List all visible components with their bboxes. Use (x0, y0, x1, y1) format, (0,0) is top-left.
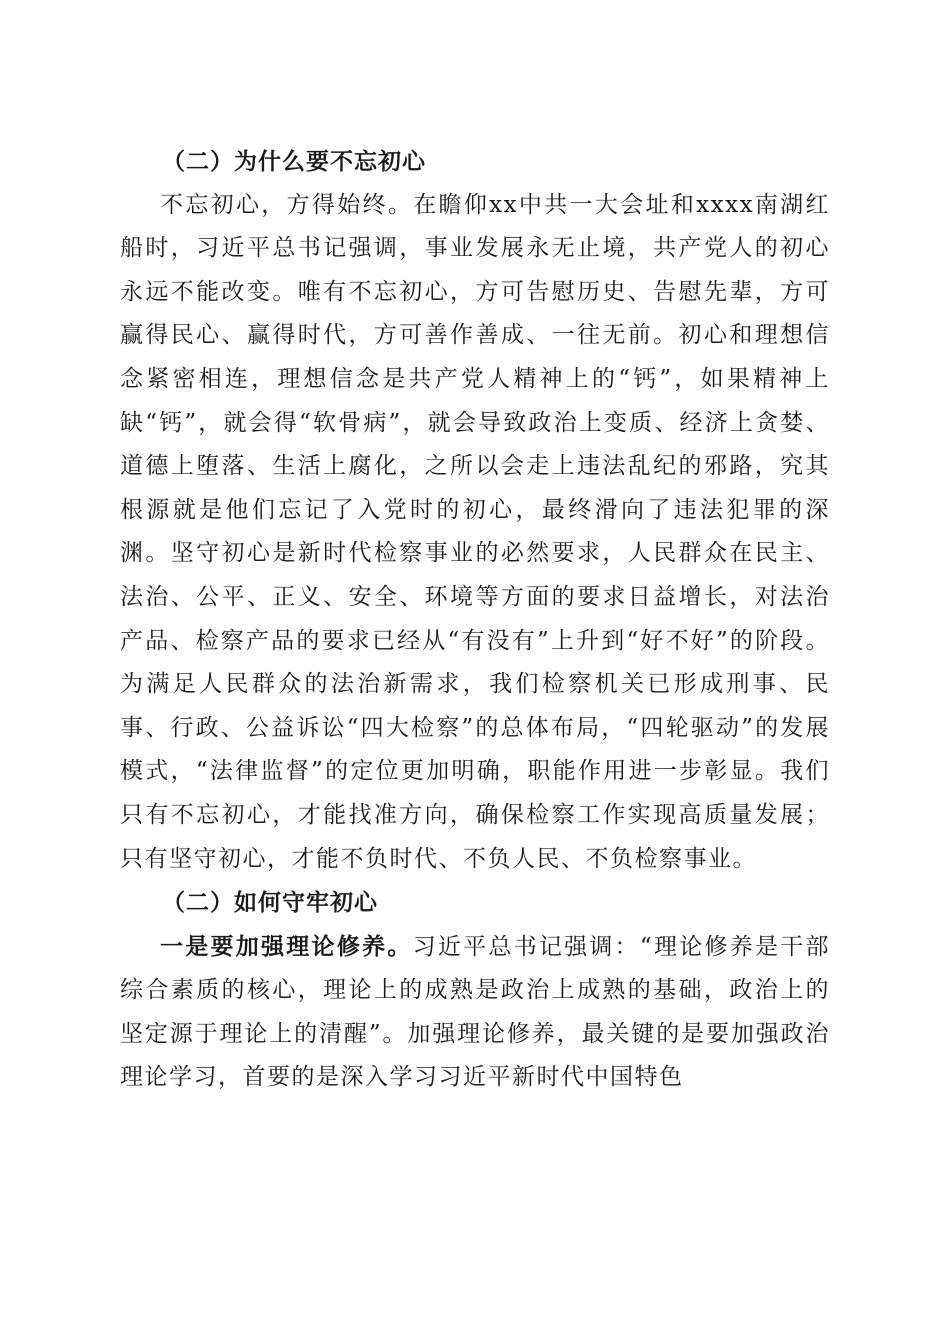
section-heading-why: （二）为什么要不忘初心 (162, 148, 426, 175)
section-paragraph-how (120, 925, 830, 1100)
paragraph-body-text: 习近平总书记强调：“理论修养是干部综合素质的核心，理论上的成熟是政治上成熟的基础，政治上的坚定源于理论上的清醒”。加强理论修养，最关键的是要加强政治理论学习，首要的是深入学习习近平新时代中国特色 (120, 933, 830, 1091)
paragraph-lead-sentence: 一是要加强理论修养。 (160, 932, 413, 960)
section-paragraph-why: 不忘初心，方得始终。在瞻仰xx中共一大会址和xxxx南湖红船时，习近平总书记强调，事业发展永无止境，共产党人的初心永远不能改变。唯有不忘初心，方可告慰历史、告慰先辈，方可赢得民心、赢得时代，方可善作善成、一往无前。初心和理想信念紧密相连，理想信念是共产党人精神上的“钙”，如果精神上缺“钙”，就会得“软骨病”，就会导致政治上变质、经济上贪婪、道德上堕落、生活上腐化，之所以会走上违法乱纪的邪路，究其根源就是他们忘记了入党时的初心，最终滑向了违法犯罪的深渊。坚守初心是新时代检察事业的必然要求，人民群众在民主、法治、公平、正义、安全、环境等方面的要求日益增长，对法治产品、检察产品的要求已经从“有没有”上升到“好不好”的阶段。为满足人民群众的法治新需求，我们检察机关已形成刑事、民事、行政、公益诉讼“四大检察”的总体布局，“四轮驱动”的发展模式，“法律监督”的定位更加明确，职能作用进一步彰显。我们只有不忘初心，才能找准方向，确保检察工作实现高质量发展；只有坚守初心，才能不负时代、不负人民、不负检察事业。 (120, 191, 830, 872)
document-body (120, 140, 830, 1100)
section-heading-how: （二）如何守牢初心 (162, 889, 378, 917)
